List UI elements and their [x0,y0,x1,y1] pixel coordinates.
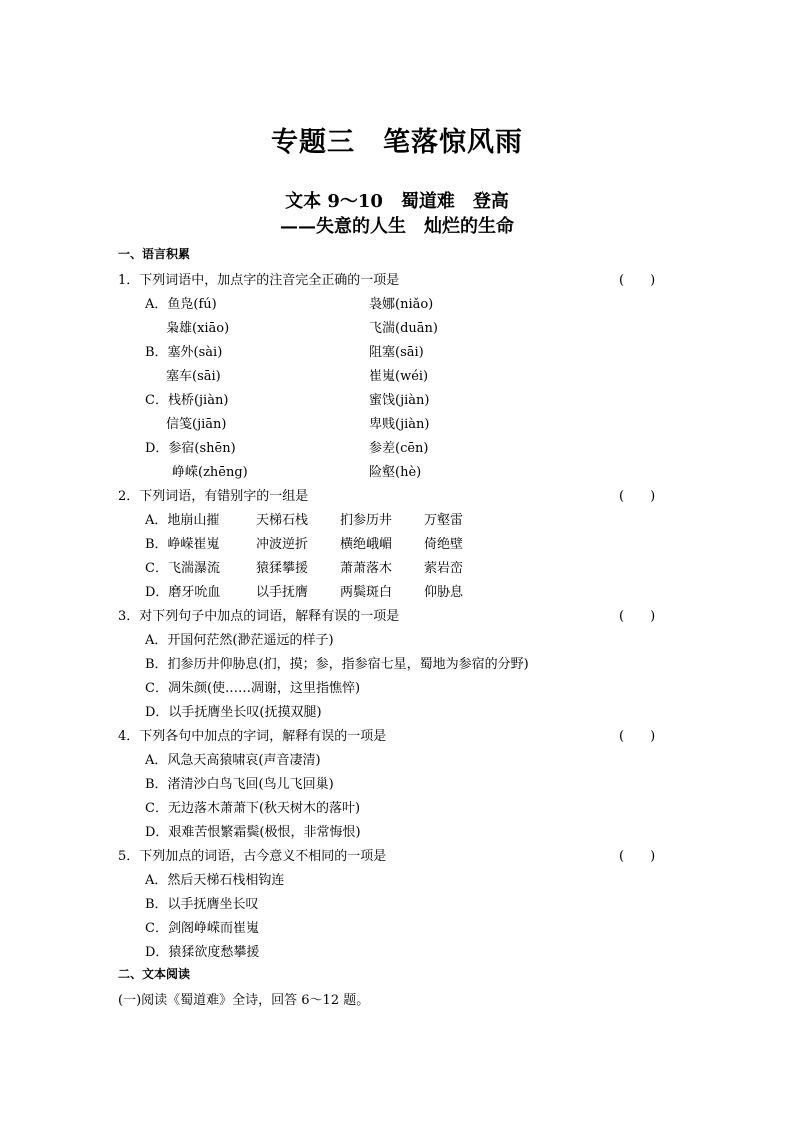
subtitle-texts: 文本 9～10 蜀道难 登高 [285,191,509,212]
q4-option-a: A．风急天高猿啸哀(声音凄清) [145,753,321,768]
q2-row-b-word3: 横绝峨嵋 [340,537,393,552]
q2-row-d-word4: 仰胁息 [424,585,464,600]
q2-row-b-word4: 倚绝壁 [424,537,464,552]
q2-row-a-word2: 天梯石栈 [256,513,309,528]
q1-option-a-word1: A．鱼凫(fú) [145,297,217,312]
answer-blank-3[interactable]: ( ) [619,609,656,624]
q1-option-c-word2: 蜜饯(jiàn) [369,393,430,408]
answer-blank-2[interactable]: ( ) [619,489,656,504]
q4-option-b: B．渚清沙白鸟飞回(鸟儿飞回巢) [145,777,334,792]
q3-option-b: B．扪参历井仰胁息(扪，摸；参，指参宿七星，蜀地为参宿的分野) [145,657,529,672]
subtitle-theme: ——失意的人生 灿烂的生命 [280,216,514,237]
q2-row-a-word1: A．地崩山摧 [145,513,220,528]
q3-option-a: A．开国何茫然(渺茫遥远的样子) [145,633,334,648]
section-heading-reading: 二、文本阅读 [118,967,191,981]
answer-blank-5[interactable]: ( ) [619,849,656,864]
q1-option-d-word4: 险壑(hè) [369,465,422,480]
q3-option-d: D．以手抚膺坐长叹(抚摸双腿) [145,705,322,720]
q2-row-c-word2: 猿猱攀援 [256,561,309,576]
q5-option-d: D．猿猱欲度愁攀援 [145,945,260,960]
q1-option-d-word2: 参差(cēn) [369,441,429,456]
q2-row-a-word4: 万壑雷 [424,513,464,528]
question-1-stem: 1．下列词语中，加点字的注音完全正确的一项是 [118,273,400,288]
q1-option-b-word1: B．塞外(sài) [145,345,223,360]
q2-row-c-word4: 萦岩峦 [424,561,464,576]
q1-option-d-word3: 峥嵘(zhēng) [172,465,248,480]
q2-row-b-word1: B．峥嵘崔嵬 [145,537,220,552]
question-3-stem: 3．对下列句子中加点的词语，解释有误的一项是 [118,609,400,624]
q2-row-a-word3: 扪参历井 [340,513,393,528]
q5-option-b: B．以手抚膺坐长叹 [145,897,259,912]
section-heading-language: 一、语言积累 [118,247,191,261]
q2-row-d-word3: 两鬓斑白 [340,585,393,600]
q5-option-c: C．剑阁峥嵘而崔嵬 [145,921,259,936]
q2-row-c-word1: C．飞湍瀑流 [145,561,220,576]
q2-row-c-word3: 萧萧落木 [340,561,393,576]
answer-blank-1[interactable]: ( ) [619,273,656,288]
q1-option-b-word2: 阻塞(sāi) [369,345,424,360]
q1-option-a-word2: 袅娜(niǎo) [369,297,434,312]
question-4-stem: 4．下列各句中加点的字词，解释有误的一项是 [118,729,387,744]
q1-option-a-word4: 飞湍(duān) [369,321,438,336]
answer-blank-4[interactable]: ( ) [619,729,656,744]
q2-row-d-word2: 以手抚膺 [256,585,309,600]
q1-option-b-word4: 崔嵬(wéi) [369,369,429,384]
q2-row-d-word1: D．磨牙吮血 [145,585,221,600]
question-2-stem: 2．下列词语，有错别字的一组是 [118,489,309,504]
reading-instruction: (一)阅读《蜀道难》全诗，回答 6～12 题。 [118,993,370,1008]
q1-option-d-word1: D．参宿(shēn) [145,441,236,456]
q4-option-c: C．无边落木萧萧下(秋天树木的落叶) [145,801,361,816]
q1-option-c-word4: 卑贱(jiàn) [369,417,430,432]
question-5-stem: 5．下列加点的词语，古今意义不相同的一项是 [118,849,387,864]
q1-option-c-word1: C．栈桥(jiàn) [145,393,229,408]
q2-row-b-word2: 冲波逆折 [256,537,309,552]
q4-option-d: D．艰难苦恨繁霜鬓(极恨，非常悔恨) [145,825,361,840]
q1-option-c-word3: 信笺(jiān) [166,417,227,432]
q5-option-a: A．然后天梯石栈相钩连 [145,873,285,888]
q3-option-c: C．凋朱颜(使……凋谢，这里指憔悴) [145,681,361,696]
page-title: 专题三 笔落惊风雨 [271,127,523,158]
q1-option-b-word3: 塞车(sāi) [166,369,221,384]
q1-option-a-word3: 枭雄(xiāo) [166,321,230,336]
